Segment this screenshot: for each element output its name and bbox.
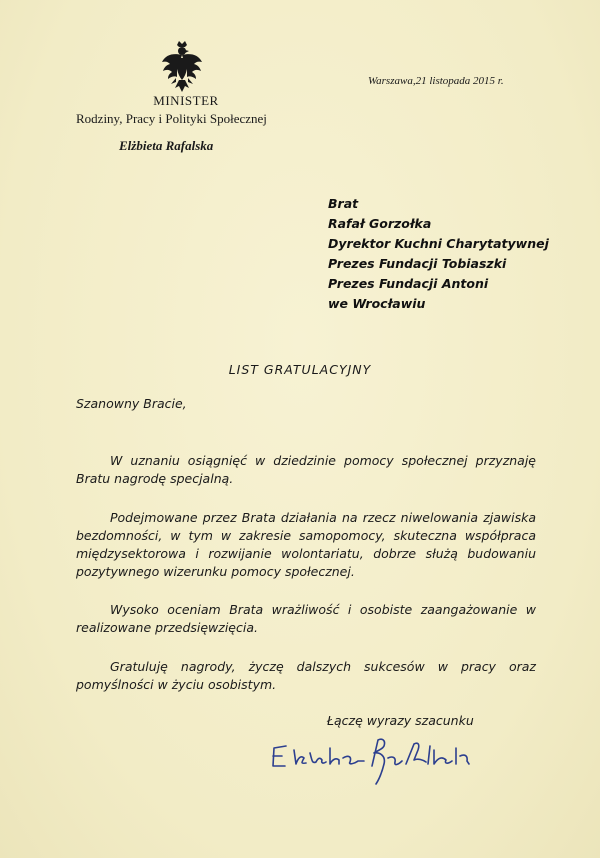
recipient-line: Prezes Fundacji Tobiaszki xyxy=(328,256,507,271)
recipient-block xyxy=(328,194,549,314)
closing-phrase: Łączę wyrazy szacunku xyxy=(327,713,474,728)
salutation: Szanowny Bracie, xyxy=(76,396,187,411)
signature-image xyxy=(268,728,518,788)
minister-name: Elżbieta Rafalska xyxy=(119,138,214,153)
letter-title: LIST GRATULACYJNY xyxy=(228,362,372,377)
recipient-line: Prezes Fundacji Antoni xyxy=(328,276,489,291)
recipient-line: Brat xyxy=(328,196,359,211)
recipient-line: Dyrektor Kuchni Charytatywnej xyxy=(328,236,549,251)
recipient-line: Rafał Gorzołka xyxy=(328,216,432,231)
letter-date: Warszawa,21 listopada 2015 r. xyxy=(368,75,504,87)
ministry-name: Rodziny, Pracy i Polityki Społecznej xyxy=(76,111,267,126)
paragraph: W uznaniu osiągnięć w dziedzinie pomocy społecznej przyznaję Bratu nagrodę specjalną. xyxy=(76,453,536,486)
paragraph: Wysoko oceniam Brata wrażliwość i osobiste zaangażowanie w realizowane przedsięwzięcia. xyxy=(76,602,536,635)
paragraph: Podejmowane przez Brata działania na rzecz niwelowania zjawiska bezdomności, w tym w zakresie samopomocy, skuteczna współpraca międzysektorowa i rozwijanie wolontariatu, dobrze służą budowaniu pozytywnego wizerunku pomocy społecznej. xyxy=(76,510,536,579)
recipient-line: we Wrocławiu xyxy=(328,296,426,311)
paragraph: Gratuluję nagrody, życzę dalszych sukcesów w pracy oraz pomyślności w życiu osobistym. xyxy=(76,659,536,692)
minister-title: MINISTER xyxy=(153,93,219,108)
polish-eagle-emblem-icon xyxy=(160,40,204,94)
